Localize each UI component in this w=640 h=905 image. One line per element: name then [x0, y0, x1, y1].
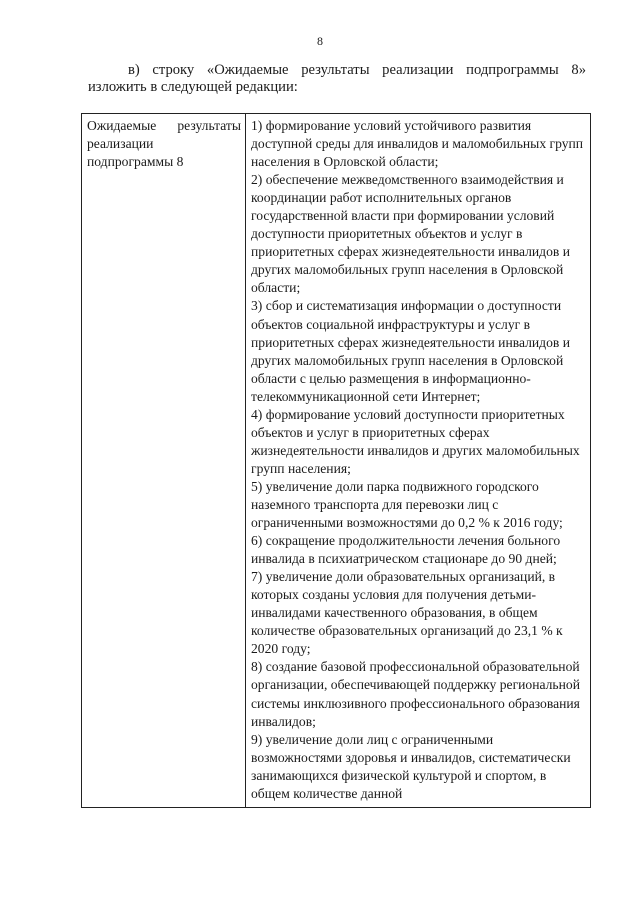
label-cell [82, 114, 246, 808]
label-line-1: Ожидаемые результаты [87, 118, 241, 133]
result-item-3: 3) сбор и систематизация информации о доступности объектов социальной инфраструктуры и услуг в приоритетных сферах жизнедеятельности инвалидов и других маломобильных групп населения в Орловской области с целью размещения в информационно-телекоммуникационной сети Интернет; [251, 298, 570, 404]
result-item-2: 2) обеспечение межведомственного взаимодействия и координации работ исполнительных органов государственной власти при формировании условий доступности приоритетных объектов и услуг в приоритетных сферах жизнедеятельности инвалидов и других маломобильных групп населения в Орловской области; [251, 172, 570, 296]
content-cell [246, 114, 591, 808]
result-item-6: 6) сокращение продолжительности лечения больного инвалида в психиатрическом стационаре до 90 дней; [251, 533, 561, 567]
label-line-3: подпрограммы 8 [87, 154, 184, 170]
page-number: 8 [317, 34, 323, 48]
result-item-8: 8) создание базовой профессиональной образовательной организации, обеспечивающей поддержку региональной системы инклюзивного профессионального образования инвалидов; [251, 659, 580, 729]
table-row [82, 114, 591, 808]
intro-line-2: изложить в следующей редакции: [88, 79, 298, 95]
result-item-7: 7) увеличение доли образовательных организаций, в которых созданы условия для получения детьми-инвалидами качественного образования, в общем количестве образовательных организаций до 23,1 % к 2020 году; [251, 569, 563, 657]
result-item-9: 9) увеличение доли лиц с ограниченными возможностями здоровья и инвалидов, систематически занимающихся физической культурой и спортом, в общем количестве данной [251, 731, 571, 801]
intro-paragraph [88, 62, 586, 96]
result-item-4: 4) формирование условий доступности приоритетных объектов и услуг в приоритетных сферах жизнедеятельности инвалидов и других маломобильных групп населения; [251, 406, 580, 476]
intro-line-1: в) строку «Ожидаемые результаты реализации подпрограммы 8» [128, 62, 586, 78]
label-line-2: реализации [87, 136, 154, 152]
result-item-5: 5) увеличение доли парка подвижного городского наземного транспорта для перевозки лиц с ограниченными возможностями до 0,2 % к 2016 году; [251, 478, 563, 531]
result-item-1: 1) формирование условий устойчивого развития доступной среды для инвалидов и маломобильных групп населения в Орловской области; [251, 118, 584, 170]
results-table [81, 113, 591, 808]
